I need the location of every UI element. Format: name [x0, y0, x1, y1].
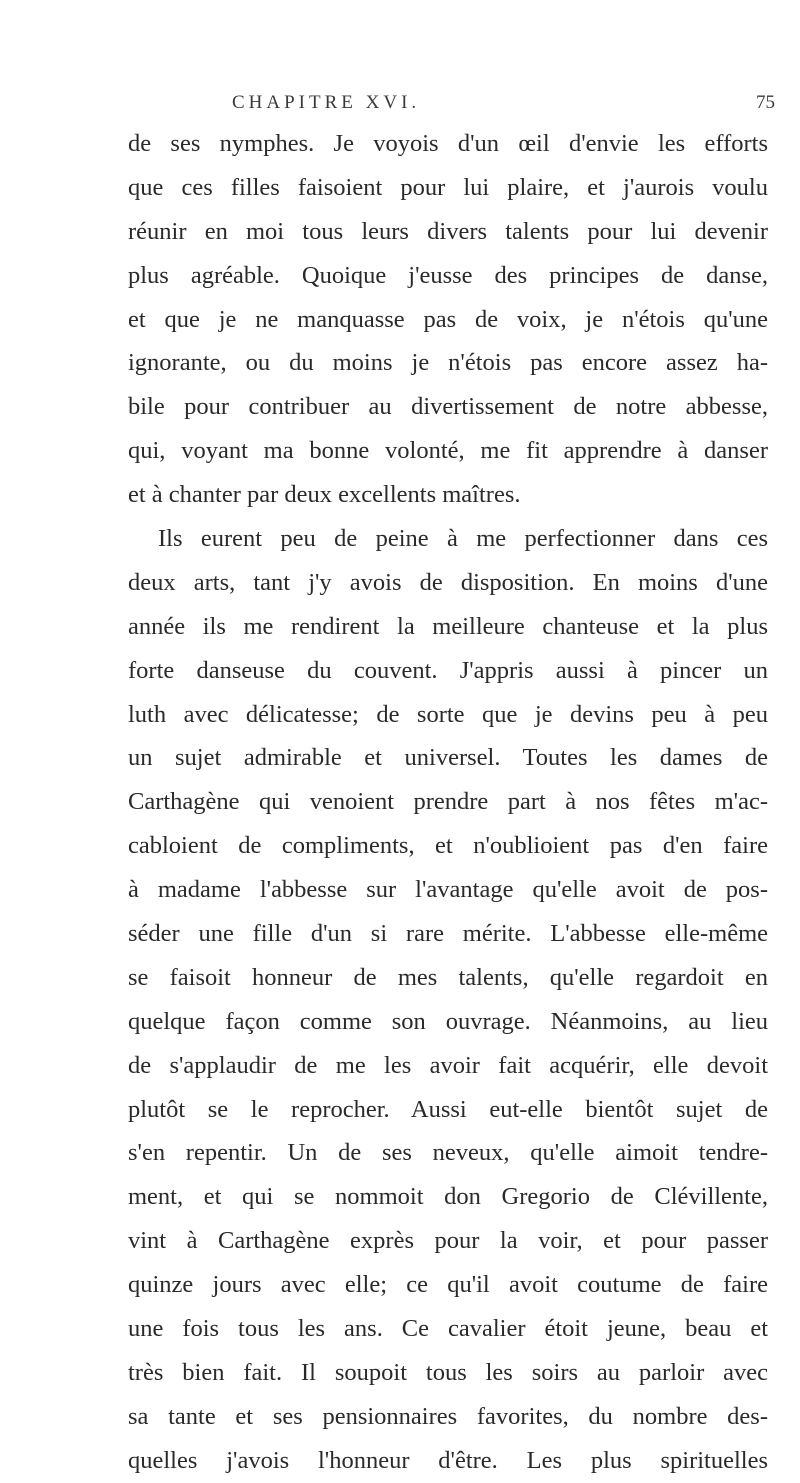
text-line: sa tante et ses pensionnaires favorites, du nombre des- — [128, 1402, 768, 1430]
text-line: de ses nymphes. Je voyois d'un œil d'envie les efforts — [128, 130, 768, 157]
running-head — [0, 92, 800, 122]
chapter-heading: CHAPITRE XVI. — [232, 92, 421, 113]
text-line: plutôt se le reprocher. Aussi eut-elle bientôt sujet de — [128, 1095, 768, 1123]
text-line: se faisoit honneur de mes talents, qu'elle regardoit en — [128, 963, 768, 991]
page-number: 75 — [756, 92, 775, 113]
text-line: forte danseuse du couvent. J'appris aussi à pincer un — [128, 656, 768, 684]
text-line: un sujet admirable et universel. Toutes les dames de — [128, 744, 768, 772]
text-line: et à chanter par deux excellents maîtres. — [128, 481, 521, 509]
text-line: quinze jours avec elle; ce qu'il avoit coutume de faire — [128, 1271, 768, 1299]
text-line: Carthagène qui venoient prendre part à nos fêtes m'ac- — [128, 788, 768, 816]
text-line: quelque façon comme son ouvrage. Néanmoins, au lieu — [128, 1007, 768, 1035]
text-line: luth avec délicatesse; de sorte que je devins peu à peu — [128, 700, 768, 728]
text-line: à madame l'abbesse sur l'avantage qu'elle avoit de pos- — [128, 876, 768, 904]
text-line: une fois tous les ans. Ce cavalier étoit jeune, beau et — [128, 1315, 768, 1343]
text-line: Ils eurent peu de peine à me perfectionner dans ces — [158, 525, 768, 553]
text-line: séder une fille d'un si rare mérite. L'abbesse elle-même — [128, 920, 768, 948]
text-line: qui, voyant ma bonne volonté, me fit apprendre à danser — [128, 437, 768, 465]
text-line: deux arts, tant j'y avois de disposition. En moins d'une — [128, 568, 768, 596]
text-line: vint à Carthagène exprès pour la voir, et pour passer — [128, 1227, 768, 1255]
text-line: plus agréable. Quoique j'eusse des principes de danse, — [128, 261, 768, 289]
body-text — [128, 122, 768, 1483]
text-line: ignorante, ou du moins je n'étois pas encore assez ha- — [128, 349, 768, 377]
text-line: cabloient de compliments, et n'oublioient pas d'en faire — [128, 832, 768, 860]
text-line: réunir en moi tous leurs divers talents pour lui devenir — [128, 217, 768, 245]
text-line: bile pour contribuer au divertissement de notre abbesse, — [128, 393, 768, 421]
text-line: s'en repentir. Un de ses neveux, qu'elle aimoit tendre- — [128, 1139, 768, 1167]
text-line: ment, et qui se nommoit don Gregorio de Clévillente, — [128, 1183, 768, 1211]
text-line: année ils me rendirent la meilleure chanteuse et la plus — [128, 612, 768, 640]
text-line: très bien fait. Il soupoit tous les soirs au parloir avec — [128, 1358, 768, 1386]
text-line: et que je ne manquasse pas de voix, je n'étois qu'une — [128, 305, 768, 333]
text-line: quelles j'avois l'honneur d'être. Les plus spirituelles — [128, 1446, 768, 1474]
text-line: de s'applaudir de me les avoir fait acquérir, elle devoit — [128, 1051, 768, 1079]
text-line: que ces filles faisoient pour lui plaire, et j'aurois voulu — [128, 173, 768, 201]
